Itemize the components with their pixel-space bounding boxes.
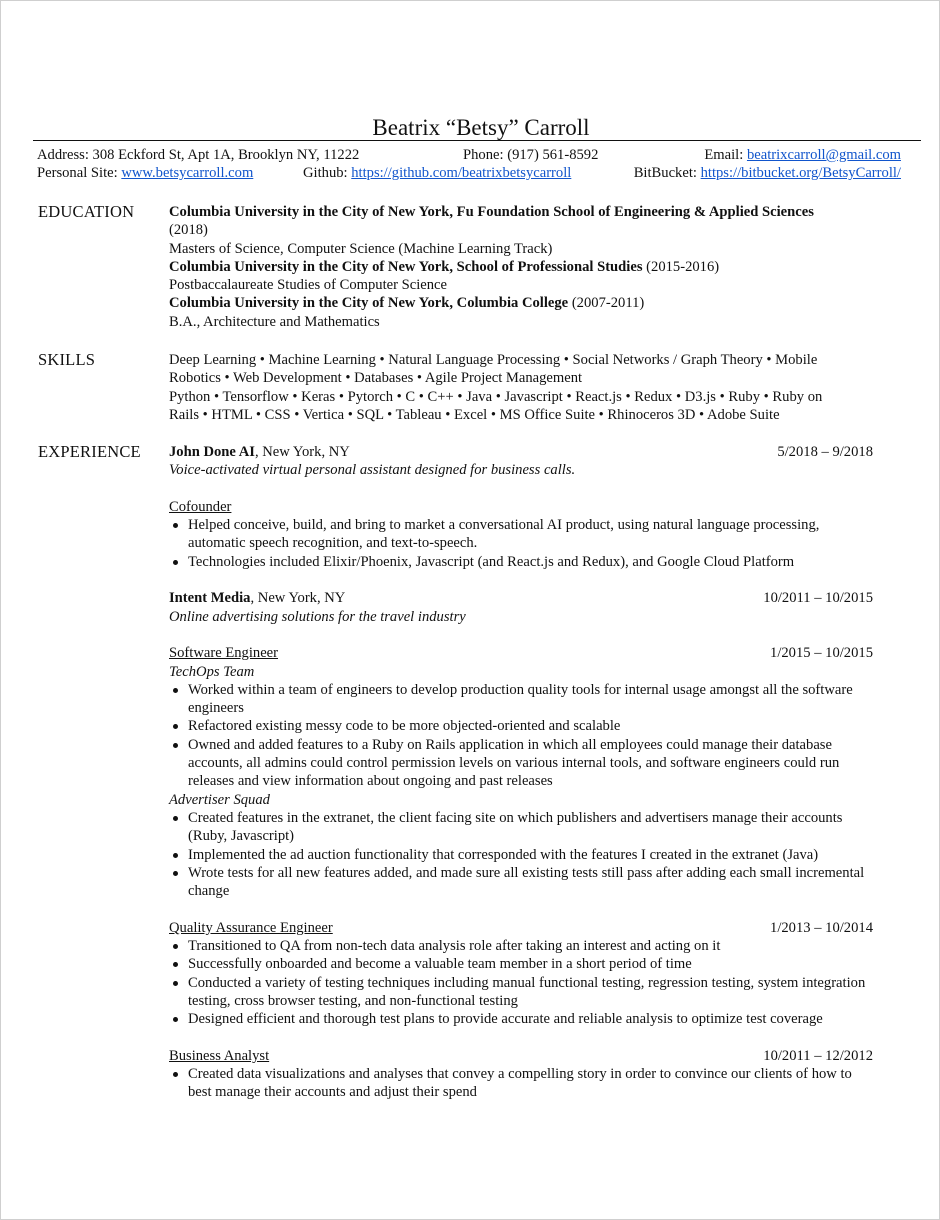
bullet-list <box>169 681 877 791</box>
bullet-item: Refactored existing messy code to be more objected-oriented and scalable <box>169 717 877 735</box>
education-entry <box>169 294 877 312</box>
job-dates: 10/2011 – 10/2015 <box>763 590 873 607</box>
team-name: Advertiser Squad <box>169 791 270 808</box>
education-degree: B.A., Architecture and Mathematics <box>169 313 380 330</box>
education-years: (2007-2011) <box>571 295 645 312</box>
education-school: Columbia University in the City of New York, Columbia College <box>169 295 569 312</box>
role-title: Software Engineer <box>169 645 279 662</box>
company-description: Online advertising solutions for the travel industry <box>169 608 466 625</box>
bitbucket: BitBucket: https://bitbucket.org/BetsyCarroll/ <box>633 165 901 181</box>
role-dates: 10/2011 – 12/2012 <box>763 1047 873 1064</box>
skills-line: Deep Learning • Machine Learning • Natural Language Processing • Social Networks / Graph Theory • Mobile <box>169 352 818 368</box>
bullet-list <box>169 516 877 571</box>
education-section <box>169 203 877 331</box>
role-header <box>169 919 877 937</box>
experience-heading: EXPERIENCE <box>38 442 141 461</box>
role-dates: 1/2013 – 10/2014 <box>770 919 873 936</box>
phone: Phone: (917) 561-8592 <box>463 147 599 163</box>
role-header <box>169 498 877 516</box>
bitbucket-link[interactable]: https://bitbucket.org/BetsyCarroll/ <box>700 165 901 181</box>
role-header <box>169 644 877 662</box>
bullet-list <box>169 937 877 1028</box>
team-name: TechOps Team <box>169 663 255 680</box>
bullet-item: Created features in the extranet, the client facing site on which publishers and advertisers manage their accounts (Ruby, Javascript) <box>169 809 877 846</box>
github-link[interactable]: https://github.com/beatrixbetsycarroll <box>351 165 572 181</box>
job-dates: 5/2018 – 9/2018 <box>777 444 873 460</box>
bullet-list <box>169 1065 877 1102</box>
contact-row-1 <box>37 146 901 164</box>
bullet-item: Technologies included Elixir/Phoenix, Javascript (and React.js and Redux), and Google Cloud Platform <box>169 553 877 571</box>
bullet-list <box>169 809 877 900</box>
contact-row-2 <box>37 164 901 182</box>
header-divider <box>33 140 921 141</box>
job-header <box>169 589 877 607</box>
address: Address: 308 Eckford St, Apt 1A, Brooklyn NY, 11222 <box>37 147 360 163</box>
role-title: Business Analyst <box>169 1047 270 1064</box>
personal-site-link[interactable]: www.betsycarroll.com <box>121 165 254 181</box>
github: Github: https://github.com/beatrixbetsycarroll <box>303 165 572 181</box>
bullet-item: Transitioned to QA from non-tech data analysis role after taking an interest and acting on it <box>169 937 877 955</box>
company-location: , New York, NY <box>250 590 346 607</box>
education-entry <box>169 258 877 276</box>
company-name: Intent Media <box>169 590 251 607</box>
bullet-item: Owned and added features to a Ruby on Rails application in which all employees could manage their database accounts, all admins could control permission levels on various internal tools, and software engineers could run releases and view information about ongoing and past releases <box>169 736 877 791</box>
email-link[interactable]: beatrixcarroll@gmail.com <box>746 147 901 163</box>
education-degree: Postbaccalaureate Studies of Computer Science <box>169 277 448 294</box>
company-name: John Done AI <box>169 444 255 460</box>
bullet-item: Conducted a variety of testing techniques including manual functional testing, regression testing, system integration testing, cross browser testing, and non-functional testing <box>169 974 877 1011</box>
education-heading: EDUCATION <box>38 202 135 221</box>
personal-site: Personal Site: www.betsycarroll.com <box>37 165 254 181</box>
bullet-item: Implemented the ad auction functionality that corresponded with the features I created in the extranet (Java) <box>169 846 877 864</box>
bullet-item: Successfully onboarded and become a valuable team member in a short period of time <box>169 955 877 973</box>
company-location: , New York, NY <box>254 444 350 460</box>
skills-line: Rails • HTML • CSS • Vertica • SQL • Tableau • Excel • MS Office Suite • Rhinoceros 3D • Adobe Suite <box>169 406 780 423</box>
bullet-item: Designed efficient and thorough test plans to provide accurate and reliable analysis to optimize test coverage <box>169 1010 877 1028</box>
education-years: (2015-2016) <box>646 258 720 275</box>
education-years: (2018) <box>169 222 208 239</box>
bullet-item: Wrote tests for all new features added, and made sure all existing tests still pass after adding each small incremental change <box>169 864 877 901</box>
job-header <box>169 443 877 461</box>
experience-section <box>169 443 877 1102</box>
education-school: Columbia University in the City of New York, Fu Foundation School of Engineering & Applied Sciences <box>169 204 814 220</box>
role-header <box>169 1047 877 1065</box>
education-school: Columbia University in the City of New York, School of Professional Studies <box>169 258 643 275</box>
bullet-item: Created data visualizations and analyses that convey a compelling story in order to convince our clients of how to best manage their accounts and adjust their spend <box>169 1065 877 1102</box>
role-title: Quality Assurance Engineer <box>169 919 333 936</box>
skills-line: Robotics • Web Development • Databases • Agile Project Management <box>169 370 583 387</box>
skills-heading: SKILLS <box>38 350 96 369</box>
email: Email: beatrixcarroll@gmail.com <box>704 147 901 163</box>
bullet-item: Helped conceive, build, and bring to market a conversational AI product, using natural language processing, automatic speech recognition, and text-to-speech. <box>169 516 877 553</box>
bullet-item: Worked within a team of engineers to develop production quality tools for internal usage amongst all the software engineers <box>169 681 877 718</box>
role-title: Cofounder <box>169 498 232 515</box>
role-dates: 1/2015 – 10/2015 <box>770 645 873 662</box>
education-degree: Masters of Science, Computer Science (Machine Learning Track) <box>169 240 553 257</box>
skills-section <box>169 351 877 424</box>
skills-line: Python • Tensorflow • Keras • Pytorch • C • C++ • Java • Javascript • React.js • Redux • D3.js • Ruby • Ruby on <box>169 388 823 405</box>
company-description: Voice-activated virtual personal assistant designed for business calls. <box>169 462 576 479</box>
candidate-name: Beatrix “Betsy” Carroll <box>372 115 590 140</box>
